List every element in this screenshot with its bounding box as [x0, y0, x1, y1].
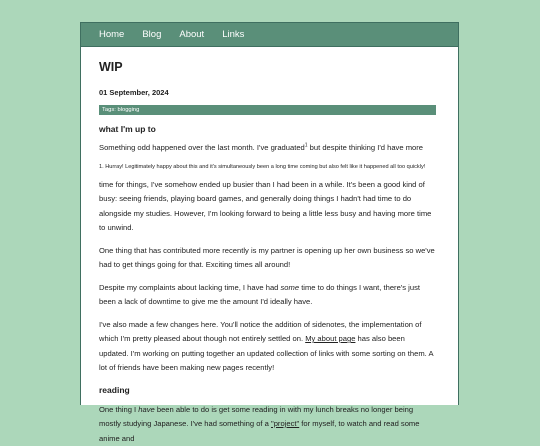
paragraph-text: Despite my complaints about lacking time, I have had [99, 283, 281, 292]
paragraph: time for things, I've somehow ended up busier than I had been in a while. It's been a good kind of busy: seeing friends, playing board games, and generally doing things I hadn't had time to do alongside my studies. However, I'm looking forward to being a little less busy and having more time to unwind. [99, 178, 436, 236]
paragraph-text: I've also made a few changes here. You'll notice the addition of sidenotes, the implementation of which I'm pretty pleased about though not entirely settled on. [99, 320, 421, 344]
paragraph [99, 403, 436, 446]
paragraph [99, 318, 436, 376]
emphasis-text: some [281, 283, 300, 292]
sidenote: 1. Hurray! Legitimately happy about this and it's simultaneously been a long time coming but also felt like it happened all too quickly! [99, 161, 436, 173]
section-heading-up-to: what I'm up to [99, 124, 436, 134]
paragraph-text: Something odd happened over the last month. I've graduated [99, 143, 305, 152]
tags-bar[interactable]: Tags: blogging [99, 105, 436, 115]
paragraph-text: for myself, to watch and read some anime and [99, 419, 419, 443]
paragraph-text: been able to do is get some reading in with my lunch breaks no longer being mostly studying Japanese. I've had something of a [99, 405, 413, 429]
paragraph-text: has also been updated. I'm working on putting together an updated collection of links with some sorting on them. A lot of friends have been making new pages recently! [99, 334, 433, 372]
paragraph: One thing that has contributed more recently is my partner is opening up her own business so we've had to get things going for that. Exciting times all around! [99, 244, 436, 273]
nav-links-link[interactable]: Links [222, 29, 244, 40]
page-container [80, 22, 459, 405]
section-heading-reading: reading [99, 385, 436, 395]
project-link[interactable]: "project" [271, 419, 299, 428]
post-title: WIP [99, 57, 436, 74]
post-date: 01 September, 2024 [99, 88, 436, 97]
about-page-link[interactable]: My about page [305, 334, 355, 343]
top-nav [81, 23, 458, 47]
nav-home-link[interactable]: Home [99, 29, 124, 40]
paragraph-text: but despite thinking I'd have more [308, 143, 423, 152]
paragraph-text: time to do things I want, there's just been a lack of downtime to give me the amount I'd ideally have. [99, 283, 420, 307]
post-content [81, 47, 458, 446]
paragraph-text: One thing I [99, 405, 138, 414]
paragraph [99, 281, 436, 310]
paragraph [99, 141, 436, 156]
nav-about-link[interactable]: About [179, 29, 204, 40]
emphasis-text: have [138, 405, 154, 414]
nav-blog-link[interactable]: Blog [142, 29, 161, 40]
footnote-ref[interactable]: 1 [305, 142, 308, 148]
